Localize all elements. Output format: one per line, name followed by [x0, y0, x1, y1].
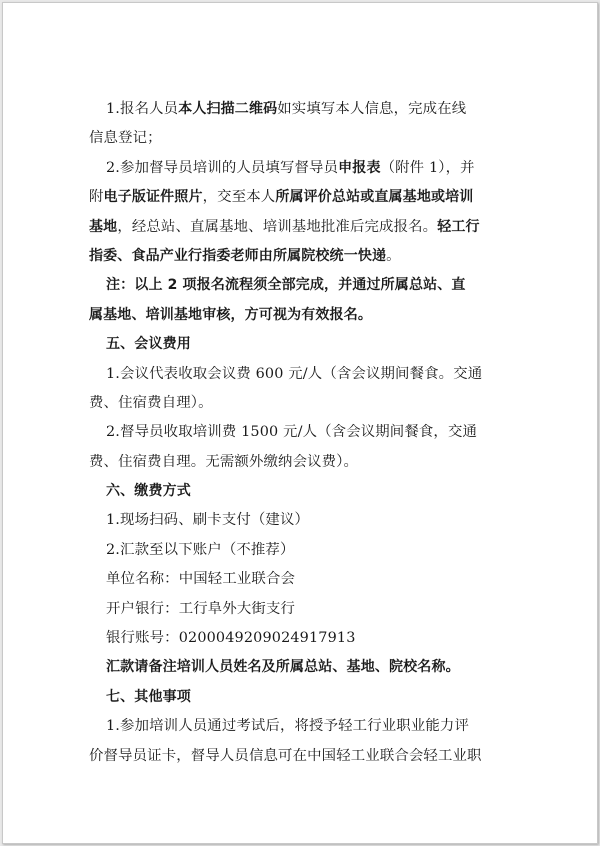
- paragraph-line: 2.汇款至以下账户（不推荐）: [106, 541, 295, 558]
- section-heading: 六、缴费方式: [106, 483, 191, 500]
- account-field: 开户银行：工行阜外大街支行: [106, 600, 296, 617]
- paragraph-line: 价督导员证卡，督导人员信息可在中国轻工业联合会轻工业职: [89, 747, 482, 764]
- note-line: 属基地、培训基地审核，方可视为有效报名。: [89, 306, 372, 323]
- account-field: 单位名称：中国轻工业联合会: [106, 571, 296, 588]
- text-span: 。: [386, 247, 401, 264]
- text-span: ，经总站、直属基地、培训基地批准后完成报名。: [117, 218, 438, 235]
- document-body: [89, 95, 509, 771]
- paragraph-line: [89, 242, 509, 271]
- document-page: [2, 2, 598, 844]
- text-span: （附件 1），并: [380, 159, 475, 176]
- bold-text: 申报表: [338, 159, 381, 176]
- section-heading: 五、会议费用: [106, 336, 191, 353]
- paragraph-line: [89, 213, 509, 242]
- paragraph-line: 费、住宿费自理）。: [89, 394, 213, 411]
- bold-text: 指委、食品产业行指委老师由所属院校统一快递: [89, 247, 387, 264]
- paragraph-line: 1.会议代表收取会议费 600 元/人（含会议期间餐食。交通: [106, 365, 483, 382]
- bold-text: 所属评价总站或直属基地或培训: [275, 189, 474, 206]
- paragraph-line: 1.现场扫码、刷卡支付（建议）: [106, 512, 310, 529]
- paragraph-line: [89, 154, 509, 183]
- account-field: 银行账号：0200049209024917913: [106, 630, 356, 647]
- bold-text: 轻工行: [437, 218, 480, 235]
- text-span: 2.参加督导员培训的人员填写督导员: [106, 159, 339, 176]
- paragraph-line: 2.督导员收取培训费 1500 元/人（含会议期间餐食，交通: [106, 424, 478, 441]
- bold-text: 基地: [89, 218, 118, 235]
- section-heading: 七、其他事项: [106, 688, 191, 705]
- paragraph-line: 1.参加培训人员通过考试后，将授予轻工行业职业能力评: [106, 718, 470, 735]
- remittance-note: 汇款请备注培训人员姓名及所属总站、基地、院校名称。: [106, 659, 460, 676]
- note-line: 注：以上 2 项报名流程须全部完成，并通过所属总站、直: [106, 277, 466, 294]
- text-span: 1.报名人员: [106, 101, 179, 117]
- paragraph-line: 费、住宿费自理。无需额外缴纳会议费）。: [89, 453, 359, 470]
- text-span: 如实填写本人信息，完成在线: [277, 101, 467, 117]
- paragraph-line: [89, 95, 509, 124]
- text-span: 附: [89, 189, 104, 206]
- bold-text: 本人扫描二维码: [178, 101, 278, 117]
- text-span: ，交至本人: [202, 189, 276, 206]
- bold-text: 电子版证件照片: [103, 189, 203, 206]
- paragraph-line: [89, 183, 509, 212]
- paragraph-line: 信息登记；: [89, 130, 162, 147]
